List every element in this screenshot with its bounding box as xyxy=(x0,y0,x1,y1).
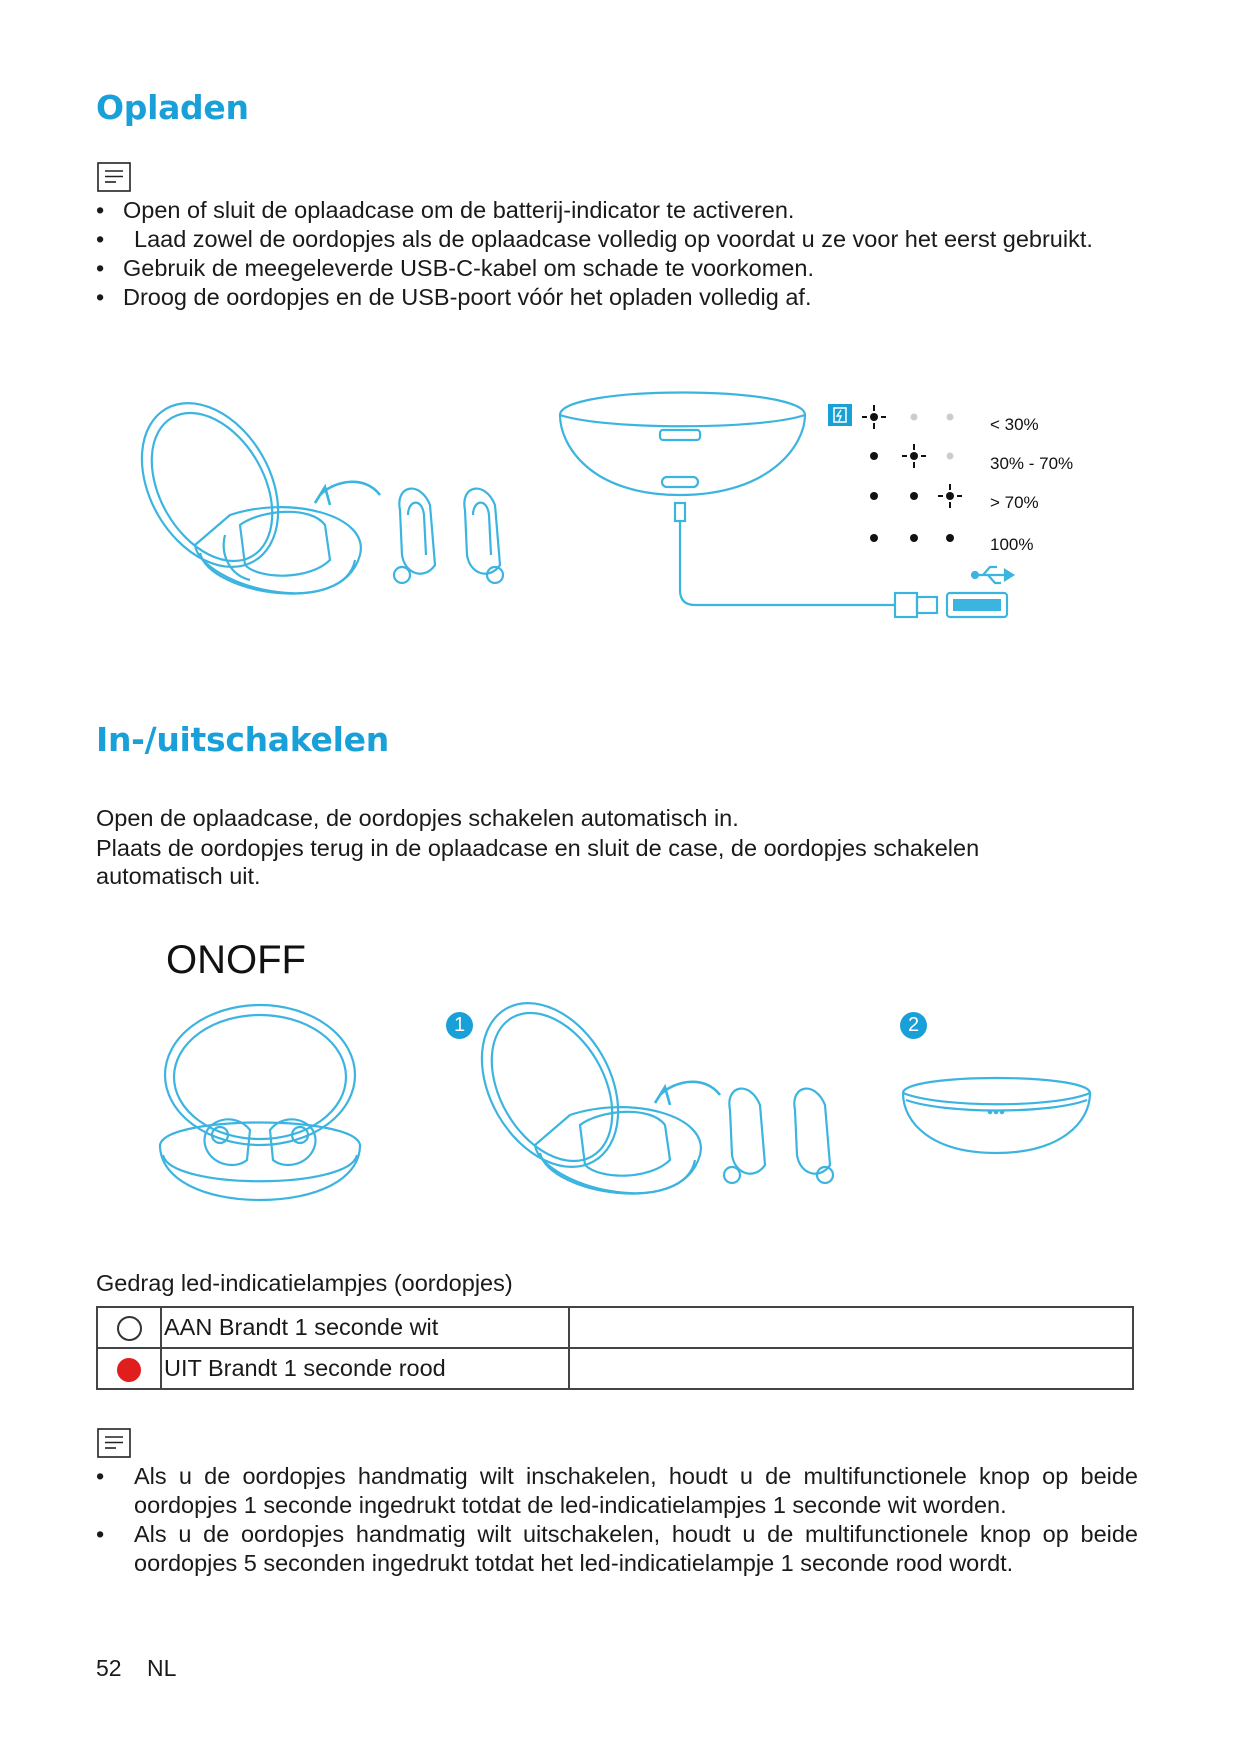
step-badge-1: 1 xyxy=(446,1012,473,1039)
power-note: • Als u de oordopjes handmatig wilt uitschakelen, houdt u de multifunctionele knop op beide oordopjes 5 seconden ingedrukt totdat het led-indicatielampje 1 seconde rood wordt. xyxy=(96,1520,1138,1578)
empty-cell xyxy=(569,1348,1133,1389)
open-case-illustration xyxy=(140,385,520,625)
led-behavior-table xyxy=(96,1306,1134,1390)
power-note: • Als u de oordopjes handmatig wilt inschakelen, houdt u de multifunctionele knop op beide oordopjes 1 seconde ingedrukt totdat de led-indicatielampjes 1 seconde wit worden. xyxy=(96,1462,1138,1520)
charging-note: • Laad zowel de oordopjes als de oplaadcase volledig op voordat u ze voor het eerst gebruikt. xyxy=(96,225,1138,254)
charging-note: • Gebruik de meegeleverde USB-C-kabel om schade te voorkomen. xyxy=(96,254,1138,283)
charging-note: • Droog de oordopjes en de USB-poort vóór het opladen volledig af. xyxy=(96,283,1138,312)
note-icon xyxy=(97,1428,131,1458)
led-blink-icon xyxy=(862,405,886,429)
led-color-cell xyxy=(97,1348,161,1389)
led-blink-icon xyxy=(902,444,926,468)
onoff-label: ONOFF xyxy=(166,938,306,982)
battery-level-label: < 30% xyxy=(990,415,1039,434)
open-case-with-earbuds-illustration xyxy=(155,995,375,1215)
power-off-text: Plaats de oordopjes terug in de oplaadcase en sluit de case, de oordopjes schakelen automatisch uit. xyxy=(96,835,980,889)
note-icon xyxy=(97,162,131,192)
battery-level-label: > 70% xyxy=(990,493,1039,512)
language-code: NL xyxy=(147,1655,177,1681)
battery-level-label: 30% - 70% xyxy=(990,454,1074,473)
led-heading: Gedrag led-indicatielampjes (oordopjes) xyxy=(96,1270,513,1296)
step-badge-2: 2 xyxy=(900,1012,927,1039)
led-behavior-text: AAN Brandt 1 seconde wit xyxy=(161,1307,569,1348)
table-row xyxy=(97,1307,1133,1348)
insert-earbuds-illustration xyxy=(480,985,860,1225)
closed-case-illustration xyxy=(900,1068,1095,1168)
led-color-cell xyxy=(97,1307,161,1348)
red-led-icon xyxy=(117,1358,141,1382)
section-title-charging: Opladen xyxy=(96,88,249,127)
charging-note: • Open of sluit de oplaadcase om de batterij-indicator te activeren. xyxy=(96,196,1138,225)
battery-icon xyxy=(828,404,852,426)
empty-cell xyxy=(569,1307,1133,1348)
led-blink-icon xyxy=(938,484,962,508)
usb-icon xyxy=(972,567,1013,583)
charging-notes xyxy=(96,196,1138,312)
section-title-power: In-/uitschakelen xyxy=(96,720,389,759)
page-number: 52 xyxy=(96,1655,122,1681)
led-behavior-text: UIT Brandt 1 seconde rood xyxy=(161,1348,569,1389)
table-row xyxy=(97,1348,1133,1389)
power-on-text: Open de oplaadcase, de oordopjes schakelen automatisch in. xyxy=(96,805,739,831)
power-notes xyxy=(96,1462,1138,1578)
charging-case-illustration xyxy=(555,385,1045,630)
led-rows xyxy=(862,405,962,542)
battery-led-indicator xyxy=(826,400,966,550)
white-led-icon xyxy=(117,1316,142,1341)
battery-level-label: 100% xyxy=(990,535,1034,554)
